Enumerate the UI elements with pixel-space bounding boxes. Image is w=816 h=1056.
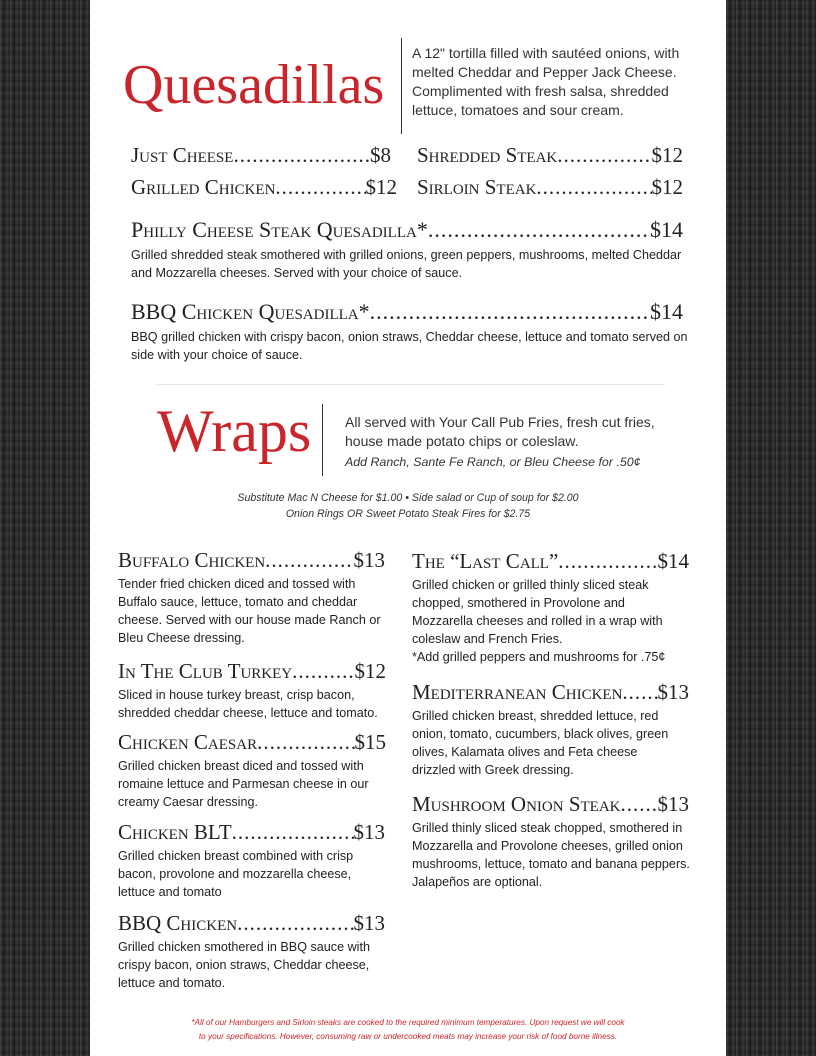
item-description: Grilled thinly sliced steak chopped, smothered in Mozzarella and Provolone cheeses, grilled onion mushrooms, lettuce, tomato and banana peppers. Jalapeños are optional.	[412, 821, 690, 889]
item-price: $13	[353, 820, 385, 844]
menu-item-mediterranean-chicken	[412, 680, 689, 705]
wraps-add-note: Add Ranch, Sante Fe Ranch, or Bleu Cheese for .50¢	[345, 455, 641, 469]
item-description: Grilled chicken breast, shredded lettuce, red onion, tomato, cucumbers, black olives, green olives, Kalamata olives and Feta cheese drizzled with Greek dressing.	[412, 709, 669, 777]
menu-item-shredded-steak	[417, 143, 683, 168]
item-name: Philly Cheese Steak Quesadilla*	[131, 217, 428, 242]
item-price: $12	[651, 175, 683, 199]
item-price: $13	[353, 911, 385, 935]
menu-item-in-the-club-turkey	[118, 659, 386, 684]
quesadillas-title: Quesadillas	[123, 54, 385, 116]
item-description: BBQ grilled chicken with crispy bacon, onion straws, Cheddar cheese, lettuce and tomato served on side with your choice of sauce.	[131, 330, 688, 362]
item-price: $14	[650, 299, 683, 324]
quesadillas-description: A 12" tortilla filled with sautéed onions, with melted Cheddar and Pepper Jack Cheese. Complimented with fresh salsa, shredded lettuce, tomatoes and sour cream.	[412, 45, 680, 118]
item-price: $12	[365, 175, 397, 199]
item-description: Grilled chicken or grilled thinly sliced steak chopped, smothered in Provolone and Mozzarella cheeses and rolled in a wrap with coleslaw and French Fries.	[412, 578, 663, 646]
menu-item-mushroom-onion-steak	[412, 792, 689, 817]
footer-disclaimer-line2: to your specifications. However, consuming raw or undercooked meats may increase your risk of food borne illness.	[198, 1032, 618, 1041]
substitute-note-line2: Onion Rings OR Sweet Potato Steak Fires for $2.75	[285, 508, 531, 520]
item-description: Grilled chicken breast combined with crisp bacon, provolone and mozzarella cheese, lettuce and tomato	[118, 849, 354, 899]
item-price: $13	[657, 792, 689, 816]
item-name: Mediterranean Chicken	[412, 680, 623, 704]
item-name: BBQ Chicken Quesadilla*	[131, 299, 370, 324]
wood-background-right	[726, 0, 816, 1056]
wood-background-left	[0, 0, 90, 1056]
item-price: $14	[650, 217, 683, 242]
footer-disclaimer-line1: *All of our Hamburgers and Sirloin steaks are cooked to the required minimum temperatures. Upon request we will cook	[191, 1018, 625, 1027]
menu-item-the-last-call	[412, 549, 689, 574]
item-price: $14	[657, 549, 689, 573]
item-price: $12	[354, 659, 386, 683]
wraps-title: Wraps	[157, 398, 312, 464]
wraps-description: All served with Your Call Pub Fries, fresh cut fries, house made potato chips or coleslaw.	[345, 414, 655, 449]
quesadillas-divider-line	[401, 38, 402, 134]
item-description: Grilled shredded steak smothered with grilled onions, green peppers, mushrooms, melted Cheddar and Mozzarella cheeses. Served with your choice of sauce.	[131, 248, 682, 280]
item-name: Mushroom Onion Steak	[412, 792, 621, 816]
wraps-divider-line	[322, 404, 323, 476]
item-price: $8	[370, 143, 391, 167]
item-description: Tender fried chicken diced and tossed with Buffalo sauce, lettuce, tomato and cheddar cheese. Served with our house made Ranch or Bleu Cheese dressing.	[118, 577, 381, 645]
item-name: Chicken BLT	[118, 820, 232, 844]
item-price: $12	[651, 143, 683, 167]
menu-item-bbq-chicken-quesadilla	[131, 299, 683, 325]
item-name: Just Cheese	[131, 143, 234, 167]
item-name: Shredded Steak	[417, 143, 558, 167]
item-name: In The Club Turkey	[118, 659, 293, 683]
substitute-note-line1: Substitute Mac N Cheese for $1.00 • Side salad or Cup of soup for $2.00	[237, 492, 579, 504]
menu-item-bbq-chicken	[118, 911, 385, 936]
item-name: Grilled Chicken	[131, 175, 276, 199]
menu-item-sirloin-steak	[417, 175, 683, 200]
section-divider	[155, 384, 665, 385]
menu-item-chicken-caesar	[118, 730, 386, 755]
item-description: Grilled chicken breast diced and tossed with romaine lettuce and Parmesan cheese in our creamy Caesar dressing.	[118, 759, 369, 809]
item-name: BBQ Chicken	[118, 911, 238, 935]
menu-page	[90, 0, 726, 1056]
item-name: The “Last Call”	[412, 549, 559, 573]
menu-item-grilled-chicken	[131, 175, 397, 200]
item-description: Sliced in house turkey breast, crisp bacon, shredded cheddar cheese, lettuce and tomato.	[118, 688, 378, 720]
menu-item-philly-cheese-steak-quesadilla	[131, 217, 683, 243]
item-description: Grilled chicken smothered in BBQ sauce with crispy bacon, onion straws, Cheddar cheese, lettuce and tomato.	[118, 940, 370, 990]
item-note: *Add grilled peppers and mushrooms for .75¢	[412, 650, 666, 664]
menu-item-chicken-blt	[118, 820, 385, 845]
menu-item-just-cheese	[131, 143, 391, 168]
item-price: $13	[657, 680, 689, 704]
menu-item-buffalo-chicken	[118, 548, 385, 573]
item-name: Chicken Caesar	[118, 730, 258, 754]
item-name: Sirloin Steak	[417, 175, 537, 199]
item-name: Buffalo Chicken	[118, 548, 266, 572]
item-price: $15	[354, 730, 386, 754]
item-price: $13	[353, 548, 385, 572]
